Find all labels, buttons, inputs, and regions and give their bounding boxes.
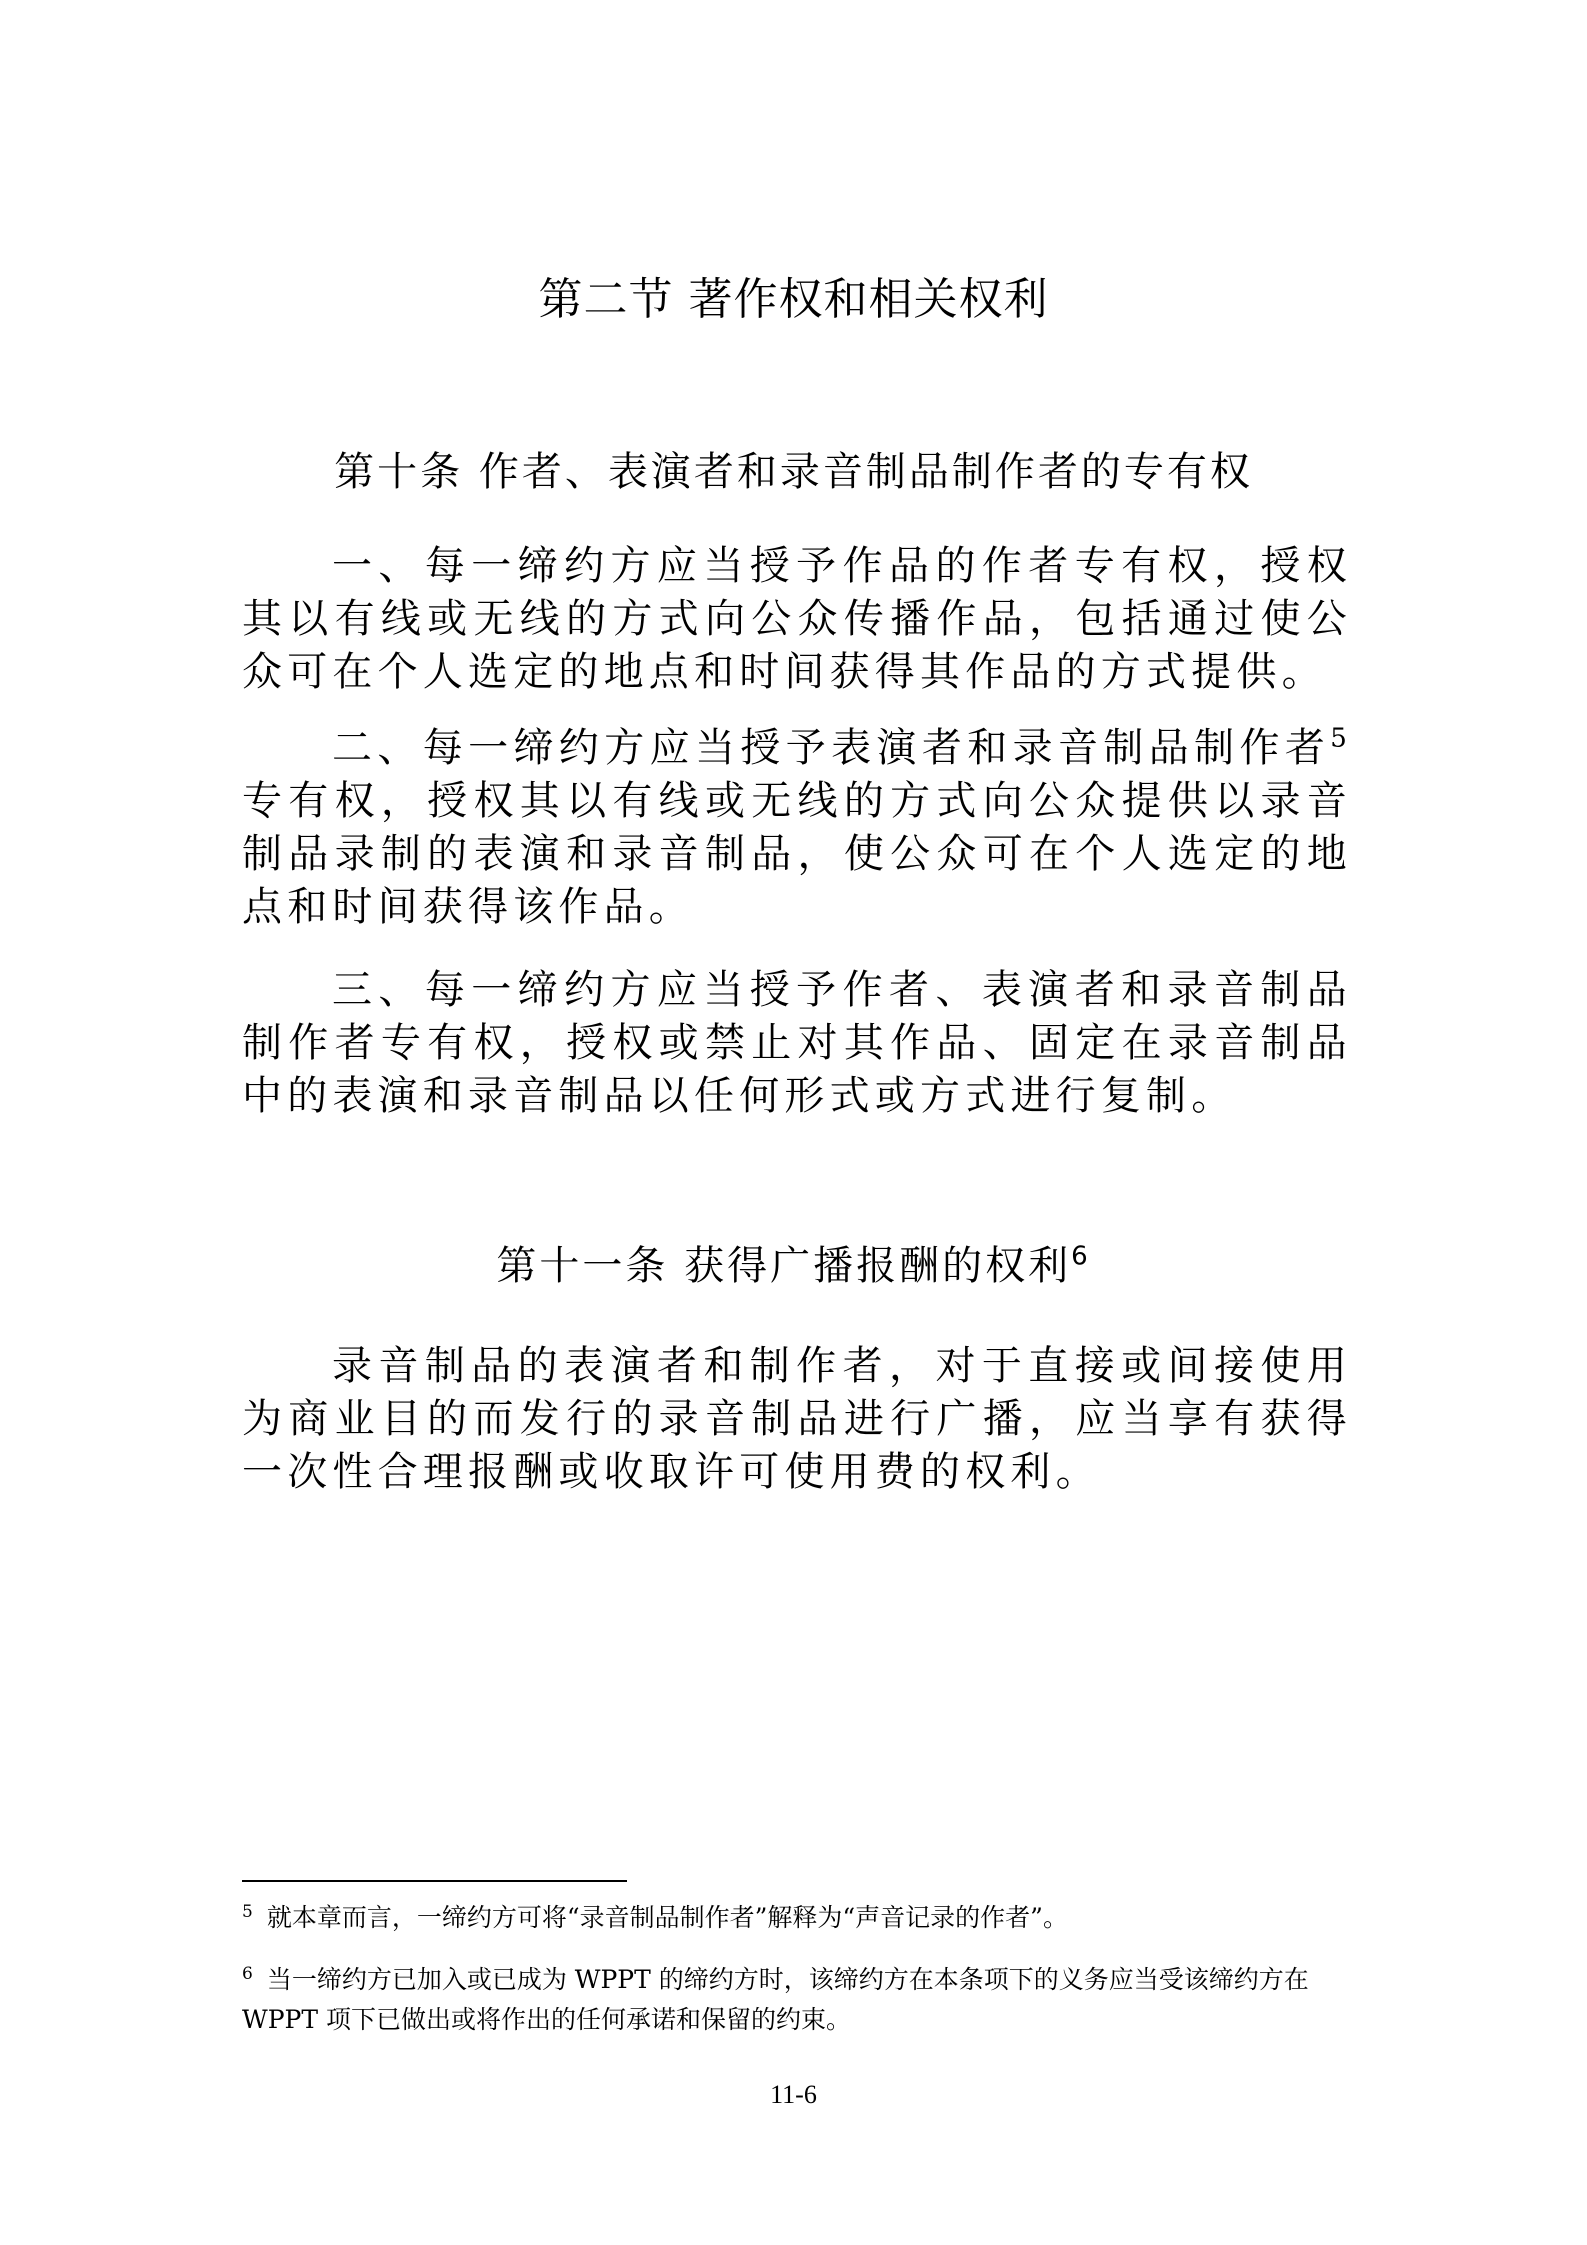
footnote-separator <box>242 1880 627 1882</box>
article-10-paragraph-2 <box>242 722 1352 934</box>
footnote-ref-5[interactable]: 5 <box>1330 723 1352 754</box>
page-number: 11-6 <box>770 2080 817 2109</box>
article-10-paragraph-2-text-after: 专有权，授权其以有线或无线的方式向公众提供以录音制品录制的表演和录音制品，使公众可在个人选定的地点和时间获得该作品。 <box>242 778 1352 930</box>
article-10-paragraph-2-text-before: 二、每一缔约方应当授予表演者和录音制品制作者 <box>332 725 1331 771</box>
article-11-heading <box>0 1238 1587 1294</box>
footnote-6-number: 6 <box>242 1963 253 1984</box>
footnote-5-text: 就本章而言，一缔约方可将“录音制品制作者”解释为“声音记录的作者”。 <box>266 1903 1068 1932</box>
footnote-6-text: 当一缔约方已加入或已成为 WPPT 的缔约方时，该缔约方在本条项下的义务应当受该缔约方在 WPPT 项下已做出或将作出的任何承诺和保留的约束。 <box>242 1965 1309 2034</box>
section-title: 第二节 著作权和相关权利 <box>538 274 1049 325</box>
footnote-5 <box>242 1898 1362 1938</box>
footnote-ref-6[interactable]: 6 <box>1071 1241 1091 1272</box>
article-11-paragraph: 录音制品的表演者和制作者，对于直接或间接使用为商业目的而发行的录音制品进行广播，应当享有获得一次性合理报酬或收取许可使用费的权利。 <box>242 1343 1352 1495</box>
article-10-title: 第十条 作者、表演者和录音制品制作者的专有权 <box>334 449 1253 495</box>
footnote-6 <box>242 1960 1362 2040</box>
article-11-title: 第十一条 获得广播报酬的权利 <box>496 1243 1072 1289</box>
article-10-paragraph-3: 三、每一缔约方应当授予作者、表演者和录音制品制作者专有权，授权或禁止对其作品、固定在录音制品中的表演和录音制品以任何形式或方式进行复制。 <box>242 967 1352 1119</box>
footnote-5-number: 5 <box>242 1901 253 1922</box>
article-10-paragraph-1: 一、每一缔约方应当授予作品的作者专有权，授权其以有线或无线的方式向公众传播作品，包括通过使公众可在个人选定的地点和时间获得其作品的方式提供。 <box>242 543 1352 695</box>
